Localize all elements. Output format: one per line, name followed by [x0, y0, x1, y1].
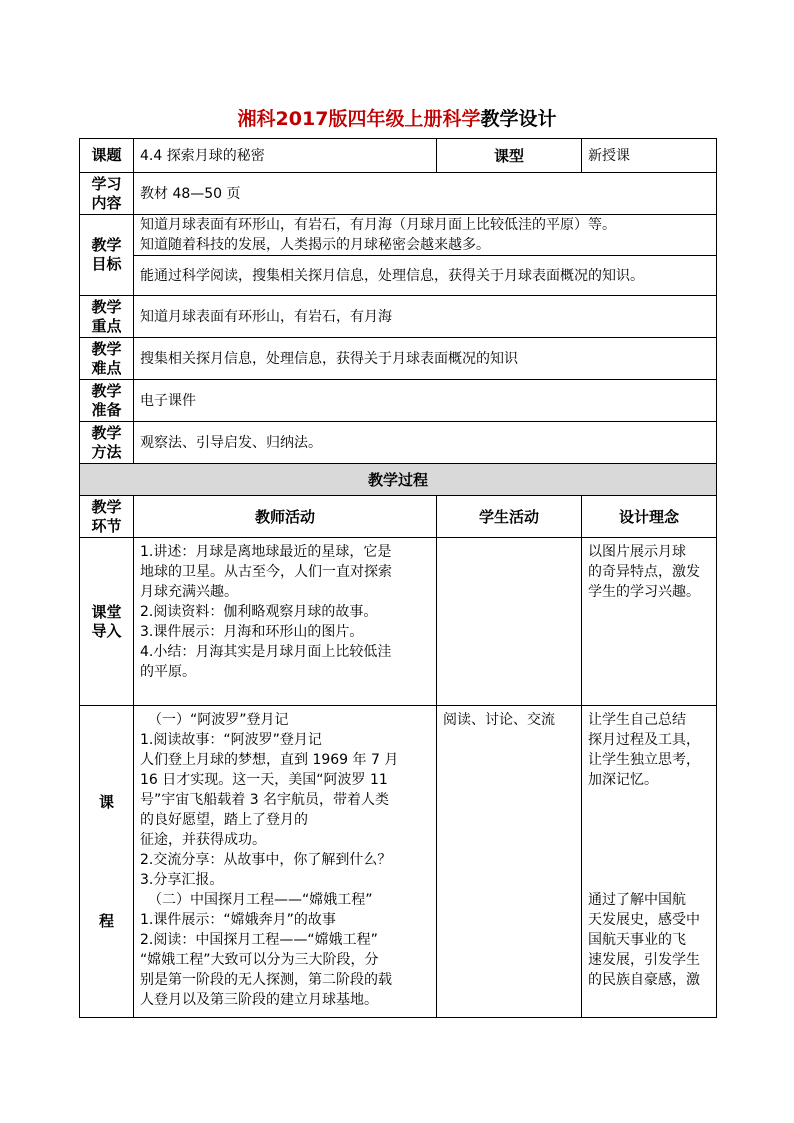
prep-value: 电子课件 — [134, 380, 717, 422]
document-title — [0, 104, 794, 131]
row-intro — [80, 538, 717, 706]
student-activity-header: 学生活动 — [437, 496, 582, 538]
title-part-red-2: 2017 — [275, 108, 329, 130]
process-header: 教学过程 — [80, 464, 717, 496]
method-value: 观察法、引导启发、归纳法。 — [134, 422, 717, 464]
topic-value: 4.4 探索月球的秘密 — [134, 139, 437, 173]
row-col-headers — [80, 496, 717, 538]
intro-teacher-activity: 1.讲述：月球是离地球最近的星球，它是 地球的卫星。从古至今，人们一直对探索 月球充满兴趣。 2.阅读资料：伽利略观察月球的故事。 3.课件展示：月海和环形山的图片。 4.小结：月海其实是月球月面上比较低洼 的平原。 — [134, 538, 437, 706]
intro-label: 课堂 导入 — [80, 538, 134, 706]
lesson-teacher-activity: （一）“阿波罗”登月记 1.阅读故事：“阿波罗”登月记 人们登上月球的梦想，直到 1969 年 7 月 16 日才实现。这一天，美国“阿波罗 11 号”宇宙飞船载着 3 名宇航员，带着人类 的良好愿望，踏上了登月的 征途，并获得成功。 2.交流分享：从故事中，你了解到什么？ 3.分享汇报。 （二）中国探月工程——“嫦娥工程” 1.课件展示：“嫦娥奔月”的故事 2.阅读：中国探月工程——“嫦娥工程” “嫦娥工程”大致可以分为三大阶段，分 别是第一阶段的无人探测，第二阶段的载 人登月以及第三阶段的建立月球基地。 — [134, 706, 437, 1018]
row-key — [80, 296, 717, 338]
content-label: 学习 内容 — [80, 173, 134, 215]
teacher-activity-header: 教师活动 — [134, 496, 437, 538]
lesson-type-value: 新授课 — [582, 139, 717, 173]
key-label: 教学 重点 — [80, 296, 134, 338]
row-topic — [80, 139, 717, 173]
row-content — [80, 173, 717, 215]
intro-design-idea: 以图片展示月球 的奇异特点，激发 学生的学习兴趣。 — [582, 538, 717, 706]
topic-label: 课题 — [80, 139, 134, 173]
method-label: 教学 方法 — [80, 422, 134, 464]
lesson-student-activity: 阅读、讨论、交流 — [437, 706, 582, 1018]
key-value: 知道月球表面有环形山，有岩石，有月海 — [134, 296, 717, 338]
stage-header: 教学 环节 — [80, 496, 134, 538]
row-process-header — [80, 464, 717, 496]
lesson-label: 课 程 — [80, 706, 134, 1018]
row-goal-a — [80, 215, 717, 256]
intro-student-activity — [437, 538, 582, 706]
row-prep — [80, 380, 717, 422]
title-part-red-1: 湘科 — [237, 108, 276, 130]
title-part-black: 教学设计 — [480, 108, 557, 130]
row-goal-b — [80, 256, 717, 296]
row-lesson — [80, 706, 717, 1018]
design-idea-header: 设计理念 — [582, 496, 717, 538]
goal-label: 教学 目标 — [80, 215, 134, 296]
row-method — [80, 422, 717, 464]
lesson-plan-table — [79, 138, 717, 1018]
title-part-red-3: 版四年级上册科学 — [328, 108, 481, 130]
difficult-label: 教学 难点 — [80, 338, 134, 380]
goal-text-2: 能通过科学阅读，搜集相关探月信息，处理信息，获得关于月球表面概况的知识。 — [134, 256, 717, 296]
lesson-design-idea: 让学生自己总结 探月过程及工具， 让学生独立思考， 加深记忆。 通过了解中国航 天发展史，感受中 国航天事业的飞 速发展，引发学生 的民族自豪感，激 — [582, 706, 717, 1018]
prep-label: 教学 准备 — [80, 380, 134, 422]
content-value: 教材 48—50 页 — [134, 173, 717, 215]
goal-text-1: 知道月球表面有环形山，有岩石，有月海（月球月面上比较低洼的平原）等。 知道随着科技的发展，人类揭示的月球秘密会越来越多。 — [134, 215, 717, 256]
difficult-value: 搜集相关探月信息，处理信息，获得关于月球表面概况的知识 — [134, 338, 717, 380]
lesson-type-label: 课型 — [437, 139, 582, 173]
row-difficult — [80, 338, 717, 380]
